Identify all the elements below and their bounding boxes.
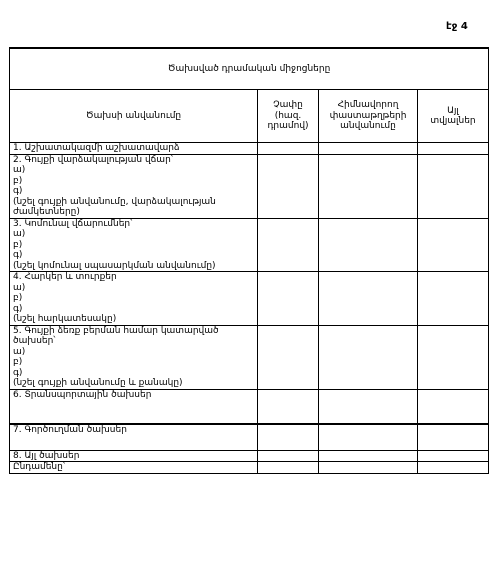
table-title-row (10, 48, 489, 90)
expense-line: 3. Կոմունալ վճարումներ՝ (13, 218, 133, 229)
expense-line: 6. Տրանսպորտային ծախսեր (13, 389, 152, 400)
expense-line: գ) (13, 186, 23, 196)
docs-cell[interactable] (319, 389, 418, 424)
expenses-table (9, 47, 489, 474)
table-row (10, 218, 489, 272)
amount-cell[interactable] (258, 218, 319, 272)
expense-name-cell (10, 218, 258, 272)
expense-line: ծախսեր՝ (13, 336, 56, 346)
docs-cell[interactable] (319, 424, 418, 451)
expense-line: ա) (13, 282, 26, 293)
table-row (10, 450, 489, 462)
expense-line: ժամկետները) (13, 207, 80, 217)
expense-line: բ) (13, 239, 23, 250)
header-other-line: Այլ (447, 105, 459, 116)
expense-name-cell (10, 143, 258, 155)
table-row (10, 154, 489, 218)
other-cell[interactable] (418, 450, 489, 462)
other-cell[interactable] (418, 424, 489, 451)
expense-line: բ) (13, 293, 23, 303)
table-row-total (10, 462, 489, 474)
header-amount-line: Չափը (273, 100, 303, 111)
expense-name-cell (10, 154, 258, 218)
amount-cell[interactable] (258, 424, 319, 451)
header-docs-line: անվանումը (340, 121, 396, 132)
expense-line: (նշել գույքի անվանումը և քանակը) (13, 378, 183, 388)
total-label-cell (10, 462, 258, 474)
table-row (10, 389, 489, 424)
other-cell[interactable] (418, 462, 489, 474)
other-cell[interactable] (418, 389, 489, 424)
header-amount-line: դրամով) (267, 121, 309, 132)
expense-name-cell (10, 272, 258, 326)
other-cell[interactable] (418, 154, 489, 218)
header-expense-name: Ծախսի անվանումը (10, 90, 258, 143)
docs-cell[interactable] (319, 154, 418, 218)
table-row (10, 143, 489, 155)
other-cell[interactable] (418, 272, 489, 326)
expense-line: 4. Հարկեր և տուրքեր (13, 272, 117, 282)
expense-line: (նշել գույքի անվանումը, վարձակալության (13, 196, 216, 207)
expense-name-cell (10, 389, 258, 424)
amount-cell[interactable] (258, 272, 319, 326)
docs-cell[interactable] (319, 143, 418, 155)
docs-cell[interactable] (319, 218, 418, 272)
amount-cell[interactable] (258, 154, 319, 218)
expense-line: գ) (13, 250, 23, 260)
expense-line: ա) (13, 165, 26, 175)
expense-name-cell (10, 450, 258, 462)
amount-cell[interactable] (258, 462, 319, 474)
header-supporting-docs (319, 90, 418, 143)
docs-cell[interactable] (319, 272, 418, 326)
table-row (10, 424, 489, 451)
expense-line: գ) (13, 303, 23, 314)
other-cell[interactable] (418, 143, 489, 155)
expense-line: (նշել կոմունալ սպասարկման անվանումը) (13, 260, 216, 271)
expense-line: բ) (13, 175, 23, 186)
amount-cell[interactable] (258, 325, 319, 389)
page-number: էջ 4 (446, 21, 468, 32)
expense-name-cell (10, 424, 258, 451)
docs-cell[interactable] (319, 450, 418, 462)
table-header-row (10, 90, 489, 143)
expense-line: ա) (13, 229, 26, 239)
header-docs-line: Հիմնավորող (337, 100, 399, 111)
amount-cell[interactable] (258, 450, 319, 462)
other-cell[interactable] (418, 218, 489, 272)
header-amount-line: (հազ. (274, 110, 302, 121)
expense-line: գ) (13, 367, 23, 378)
expense-line: 7. Գործուղման ծախսեր (13, 424, 127, 435)
table-row (10, 272, 489, 326)
expense-line: 2. Գույքի վարձակալության վճար՝ (13, 154, 173, 165)
expense-line: բ) (13, 357, 23, 367)
expense-line: (նշել հարկատեսակը) (13, 314, 117, 324)
expense-name-cell (10, 325, 258, 389)
docs-cell[interactable] (319, 462, 418, 474)
docs-cell[interactable] (319, 325, 418, 389)
total-label: Ընդամենը՝ (13, 462, 65, 472)
expense-line: ա) (13, 346, 26, 357)
amount-cell[interactable] (258, 143, 319, 155)
other-cell[interactable] (418, 325, 489, 389)
expense-line: 1. Աշխատակազմի աշխատավարձ (13, 143, 180, 153)
table-title: Ծախսված դրամական միջոցները (10, 48, 489, 90)
table-row (10, 325, 489, 389)
expense-line: 5. Գույքի ձեռք բերման համար կատարված (13, 325, 219, 336)
header-amount (258, 90, 319, 143)
header-other-line: տվյալներ (430, 116, 476, 126)
header-docs-line: փաստաթղթերի (329, 110, 407, 121)
expense-line: 8. Այլ ծախսեր (13, 450, 80, 461)
amount-cell[interactable] (258, 389, 319, 424)
header-other-data (418, 90, 489, 143)
